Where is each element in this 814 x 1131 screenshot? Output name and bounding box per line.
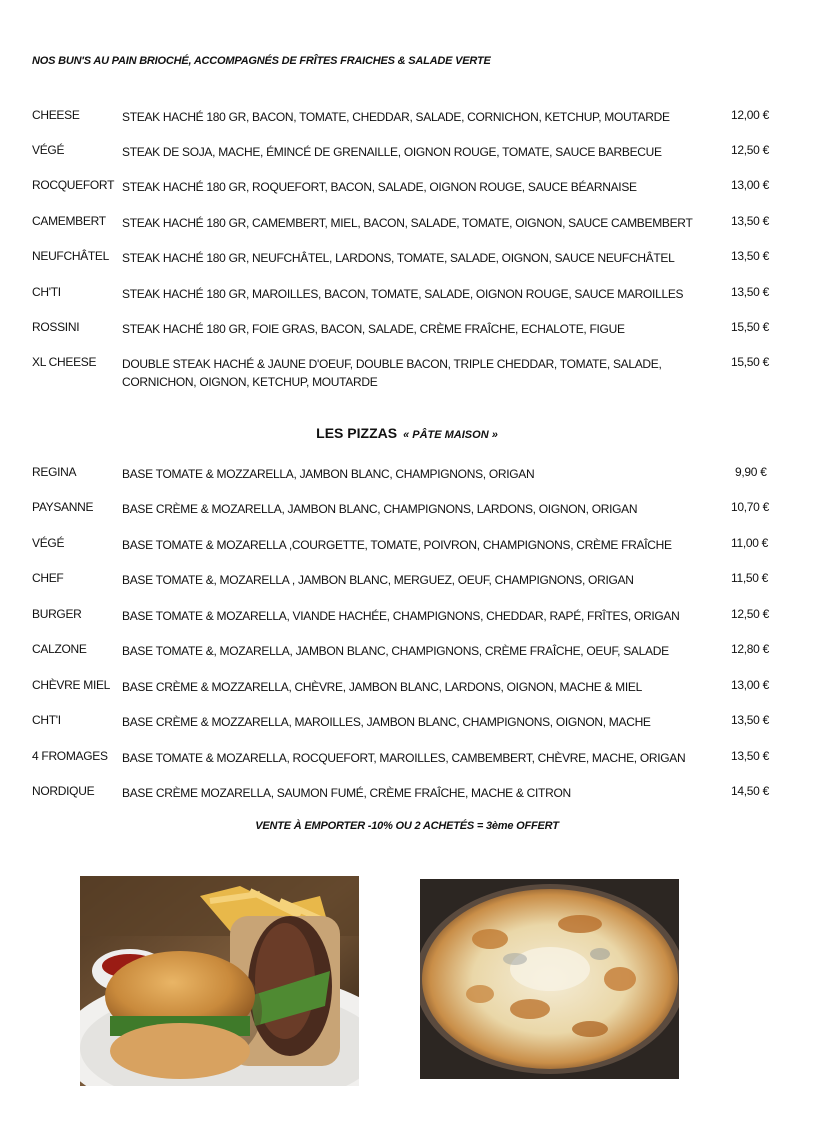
item-description: DOUBLE STEAK HACHÉ & JAUNE D'OEUF, DOUBLE BACON, TRIPLE CHEDDAR, TOMATE, SALADE, CORNICHON, OIGNON, KETCHUP, MOUTARDE (122, 357, 662, 389)
item-price: 13,50 € (731, 749, 769, 763)
item-price: 10,70 € (731, 500, 769, 514)
item-price: 13,50 € (731, 713, 769, 727)
item-name: CHEESE (32, 108, 80, 122)
item-price: 11,00 € (731, 536, 769, 550)
item-description: BASE TOMATE & MOZARELLA ,COURGETTE, TOMATE, POIVRON, CHAMPIGNONS, CRÈME FRAÎCHE (122, 538, 672, 552)
item-description: STEAK HACHÉ 180 GR, BACON, TOMATE, CHEDDAR, SALADE, CORNICHON, KETCHUP, MOUTARDE (122, 110, 670, 124)
item-price: 9,90 € (735, 465, 767, 479)
item-name: ROSSINI (32, 320, 80, 334)
item-description: STEAK HACHÉ 180 GR, CAMEMBERT, MIEL, BACON, SALADE, TOMATE, OIGNON, SAUCE CAMBEMBERT (122, 216, 693, 230)
item-description: STEAK HACHÉ 180 GR, FOIE GRAS, BACON, SALADE, CRÈME FRAÎCHE, ECHALOTE, FIGUE (122, 322, 625, 336)
promo-text: VENTE À EMPORTER -10% OU 2 ACHETÉS = 3ème OFFERT (255, 820, 559, 832)
item-description: BASE TOMATE & MOZARELLA, ROCQUEFORT, MAROILLES, CAMBEMBERT, CHÈVRE, MACHE, ORIGAN (122, 751, 686, 765)
item-name: XL CHEESE (32, 355, 97, 369)
item-name: BURGER (32, 607, 82, 621)
burgers-intro: NOS BUN'S AU PAIN BRIOCHÉ, ACCOMPAGNÉS DE FRÎTES FRAICHES & SALADE VERTE (32, 55, 491, 67)
item-name: 4 FROMAGES (32, 749, 108, 763)
item-description: BASE TOMATE &, MOZARELLA , JAMBON BLANC, MERGUEZ, OEUF, CHAMPIGNONS, ORIGAN (122, 573, 634, 587)
item-name: ROCQUEFORT (32, 178, 115, 192)
item-description: STEAK HACHÉ 180 GR, MAROILLES, BACON, TOMATE, SALADE, OIGNON ROUGE, SAUCE MAROILLES (122, 287, 684, 301)
item-description: BASE TOMATE & MOZARELLA, VIANDE HACHÉE, CHAMPIGNONS, CHEDDAR, RAPÉ, FRÎTES, ORIGAN (122, 609, 680, 623)
pizzas-subtitle: « PÂTE MAISON » (403, 429, 498, 441)
item-name: VÉGÉ (32, 536, 65, 550)
item-description: STEAK HACHÉ 180 GR, ROQUEFORT, BACON, SALADE, OIGNON ROUGE, SAUCE BÉARNAISE (122, 180, 637, 194)
item-price: 15,50 € (731, 320, 769, 334)
item-price: 13,50 € (731, 249, 769, 263)
item-description: BASE CRÈME & MOZZARELLA, CHÈVRE, JAMBON BLANC, LARDONS, OIGNON, MACHE & MIEL (122, 680, 642, 694)
pizza-photo (420, 879, 679, 1079)
item-name: REGINA (32, 465, 77, 479)
pizza-illustration (420, 879, 679, 1079)
item-name: NORDIQUE (32, 784, 95, 798)
item-name: PAYSANNE (32, 500, 94, 514)
item-name: CHÈVRE MIEL (32, 678, 111, 692)
item-price: 13,00 € (731, 178, 769, 192)
item-price: 12,80 € (731, 642, 769, 656)
item-description: BASE CRÈME & MOZZARELLA, MAROILLES, JAMBON BLANC, CHAMPIGNONS, OIGNON, MACHE (122, 715, 651, 729)
item-price: 11,50 € (731, 571, 769, 585)
item-price: 13,50 € (731, 214, 769, 228)
pizzas-title: LES PIZZAS (316, 425, 398, 441)
burger-photo (80, 876, 359, 1086)
burger-illustration (80, 876, 359, 1086)
item-price: 14,50 € (731, 784, 769, 798)
item-price: 13,50 € (731, 285, 769, 299)
item-name: VÉGÉ (32, 143, 65, 157)
item-description: BASE TOMATE &, MOZARELLA, JAMBON BLANC, CHAMPIGNONS, CRÈME FRAÎCHE, OEUF, SALADE (122, 644, 669, 658)
item-price: 12,50 € (731, 607, 769, 621)
item-description: BASE TOMATE & MOZZARELLA, JAMBON BLANC, CHAMPIGNONS, ORIGAN (122, 467, 535, 481)
item-description: STEAK HACHÉ 180 GR, NEUFCHÂTEL, LARDONS, TOMATE, SALADE, OIGNON, SAUCE NEUFCHÂTEL (122, 251, 675, 265)
item-description: BASE CRÈME & MOZARELLA, JAMBON BLANC, CHAMPIGNONS, LARDONS, OIGNON, ORIGAN (122, 502, 638, 516)
item-price: 12,00 € (731, 108, 769, 122)
item-price: 15,50 € (731, 355, 769, 369)
item-name: CH'TI (32, 285, 61, 299)
pizzas-section-title (0, 425, 814, 441)
item-name: CHEF (32, 571, 64, 585)
item-name: NEUFCHÂTEL (32, 249, 110, 263)
item-description: BASE CRÈME MOZARELLA, SAUMON FUMÉ, CRÈME FRAÎCHE, MACHE & CITRON (122, 786, 571, 800)
item-description: STEAK DE SOJA, MACHE, ÉMINCÉ DE GRENAILLE, OIGNON ROUGE, TOMATE, SAUCE BARBECUE (122, 145, 662, 159)
item-name: CAMEMBERT (32, 214, 106, 228)
item-name: CHT'I (32, 713, 61, 727)
item-name: CALZONE (32, 642, 87, 656)
item-price: 12,50 € (731, 143, 769, 157)
item-price: 13,00 € (731, 678, 769, 692)
